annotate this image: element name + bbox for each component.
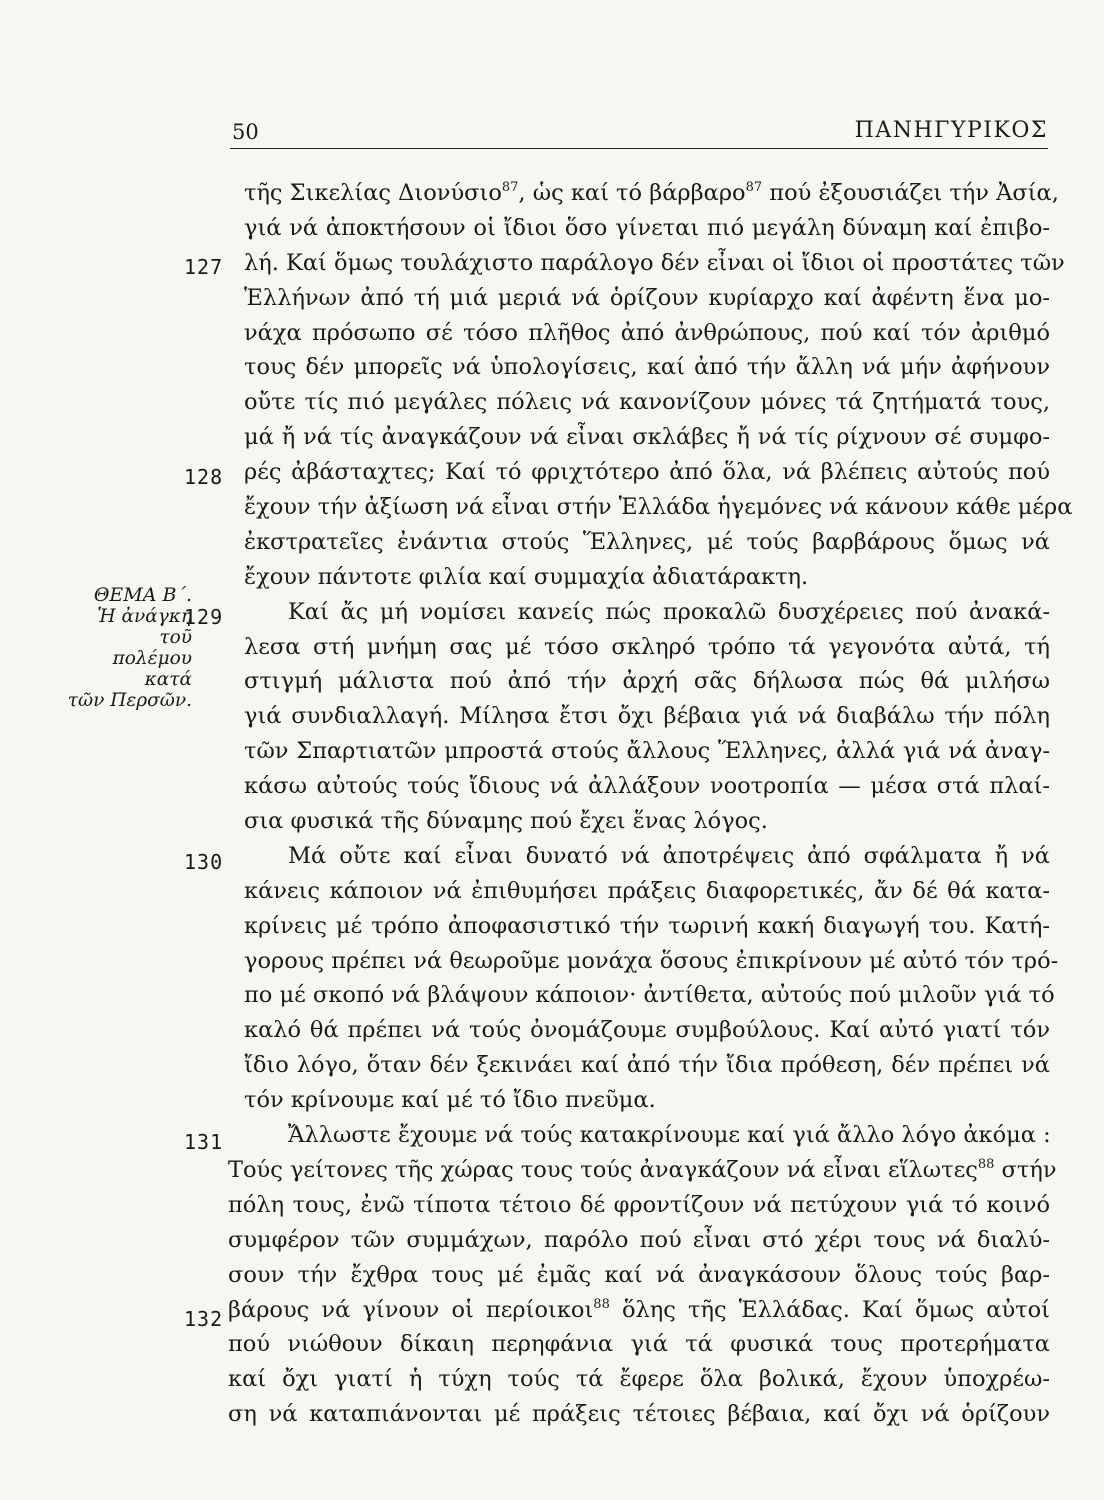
- text-line: ἔχουν τήν ἀξίωση νά εἶναι στήν Ἑλλάδα ἡγεμόνες νά κάνουν κάθε μέρα: [244, 494, 1073, 521]
- text-line: τους δέν μπορεῖς νά ὑπολογίσεις, καί ἀπό τήν ἄλλη νά μήν ἀφήνουν: [244, 354, 1050, 381]
- body-text: [228, 176, 1073, 1432]
- text-line: τόν κρίνουμε καί μέ τό ἴδιο πνεῦμα.: [244, 1087, 656, 1114]
- text-line: ρές ἀβάσταχτες; Καί τό φριχτότερο ἀπό ὅλα, νά βλέπεις αὐτούς πού: [244, 459, 1050, 486]
- text-line: Ἄλλωστε ἔχουμε νά τούς κατακρίνουμε καί γιά ἄλλο λόγο ἀκόμα :: [288, 1122, 1051, 1149]
- text-line: καλό θά πρέπει νά τούς ὀνομάζουμε συμβούλους. Καί αὐτό γιατί τόν: [244, 1017, 1050, 1044]
- text-line: βάρους νά γίνουν οἱ περίοικοι$^{88}$ ὅλης τῆς Ἑλλάδας. Καί ὅμως αὐτοί: [228, 1296, 1050, 1323]
- text-line: μά ἤ νά τίς ἀναγκάζουν νά εἶναι σκλάβες ἤ νά τίς ρίχνουν σέ συμφο-: [244, 424, 1050, 451]
- text-line: σια φυσικά τῆς δύναμης πού ἔχει ἕνας λόγος.: [244, 808, 768, 835]
- section-number: 132: [184, 1307, 224, 1331]
- section-number: 129: [184, 605, 224, 629]
- page-number: 50: [232, 120, 259, 144]
- text-line: λεσα στή μνήμη σας μέ τόσο σκληρό τρόπο τά γεγονότα αὐτά, τή: [244, 633, 1050, 660]
- text-line: Τούς γείτονες τῆς χώρας τους τούς ἀναγκάζουν νά εἶναι εἵλωτες$^{88}$ στήν: [228, 1156, 1057, 1183]
- text-line: πού νιώθουν δίκαιη περηφάνια γιά τά φυσικά τους προτερήματα: [228, 1331, 1050, 1358]
- margin-note-title: ΘΕΜΑ Β΄.: [93, 584, 192, 606]
- margin-note-line: τῶν Περσῶν.: [67, 690, 192, 711]
- text-line: οὔτε τίς πιό μεγάλες πόλεις νά κανονίζουν μόνες τά ζητήματά τους,: [244, 389, 1050, 416]
- text-line: γιά συνδιαλλαγή. Μίλησα ἔτσι ὄχι βέβαια γιά νά διαβάλω τήν πόλη: [244, 703, 1050, 730]
- text-line: ση νά καταπιάνονται μέ πράξεις τέτοιες βέβαια, καί ὄχι νά ὁρίζουν: [228, 1401, 1050, 1428]
- text-line: ἐκστρατεῖες ἐνάντια στούς Ἕλληνες, μέ τούς βαρβάρους ὅμως νά: [244, 528, 1050, 555]
- section-number: 131: [184, 1130, 224, 1154]
- section-number: 127: [184, 255, 224, 279]
- text-line: καί ὄχι γιατί ἡ τύχη τούς τά ἔφερε ὅλα βολικά, ἔχουν ὑποχρέω-: [228, 1366, 1050, 1393]
- text-line: Ἑλλήνων ἀπό τή μιά μεριά νά ὁρίζουν κυρίαρχο καί ἀφέντη ἕνα μο-: [244, 284, 1050, 311]
- text-line: κάνεις κάποιον νά ἐπιθυμήσει πράξεις διαφορετικές, ἄν δέ θά κατα-: [244, 877, 1050, 904]
- text-line: γορους πρέπει νά θεωροῦμε μονάχα ὅσους ἐπικρίνουν μέ αὐτό τόν τρό-: [244, 947, 1059, 974]
- text-line: κρίνεις μέ τρόπο ἀποφασιστικό τήν τωρινή κακή διαγωγή του. Κατή-: [244, 912, 1050, 939]
- text-line: ἴδιο λόγο, ὅταν δέν ξεκινάει καί ἀπό τήν ἴδια πρόθεση, δέν πρέπει νά: [244, 1052, 1050, 1079]
- text-line: Καί ἄς μή νομίσει κανείς πώς προκαλῶ δυσχέρειες πού ἀνακά-: [288, 598, 1050, 625]
- margin-note: [62, 585, 192, 711]
- text-line: Μά οὔτε καί εἶναι δυνατό νά ἀποτρέψεις ἀπό σφάλματα ἤ νά: [288, 842, 1050, 869]
- text-line: τῶν Σπαρτιατῶν μπροστά στούς ἄλλους Ἕλληνες, ἀλλά γιά νά ἀναγ-: [244, 738, 1050, 765]
- page-header: [230, 112, 1048, 149]
- text-line: στιγμή μάλιστα πού ἀπό τήν ἀρχή σᾶς δήλωσα πώς θά μιλήσω: [244, 668, 1050, 695]
- text-line: σουν τήν ἔχθρα τους μέ ἐμᾶς καί νά ἀναγκάσουν ὅλους τούς βαρ-: [228, 1261, 1050, 1288]
- text-line: νάχα πρόσωπο σέ τόσο πλῆθος ἀπό ἀνθρώπους, πού καί τόν ἀριθμό: [244, 319, 1050, 346]
- section-number: 130: [184, 850, 224, 874]
- margin-note-line: πολέμου κατά: [112, 648, 192, 690]
- text-line: πόλη τους, ἐνῶ τίποτα τέτοιο δέ φροντίζουν νά πετύχουν γιά τό κοινό: [228, 1191, 1050, 1218]
- text-line: κάσω αὐτούς τούς ἴδιους νά ἀλλάξουν νοοτροπία — μέσα στά πλαί-: [244, 773, 1050, 800]
- text-line: συμφέρον τῶν συμμάχων, παρόλο πού εἶναι στό χέρι τους νά διαλύ-: [228, 1226, 1050, 1253]
- text-line: πο μέ σκοπό νά βλάψουν κάποιον· ἀντίθετα, αὐτούς πού μιλοῦν γιά τό: [244, 982, 1055, 1009]
- text-line: λή. Καί ὅμως τουλάχιστο παράλογο δέν εἶναι οἱ ἴδιοι οἱ προστάτες τῶν: [244, 249, 1065, 276]
- section-number: 128: [184, 465, 224, 489]
- running-title: ΠΑΝΗΓΥΡΙΚΟΣ: [854, 118, 1048, 143]
- text-line: τῆς Σικελίας Διονύσιο$^{87}$, ὡς καί τό βάρβαρο$^{87}$ πού ἐξουσιάζει τήν Ἀσία,: [244, 180, 1059, 206]
- text-line: γιά νά ἀποκτήσουν οἱ ἴδιοι ὅσο γίνεται πιό μεγάλη δύναμη καί ἐπιβο-: [244, 214, 1050, 241]
- margin-note-line: Ἡ ἀνάγκη τοῦ: [97, 606, 192, 648]
- text-line: ἔχουν πάντοτε φιλία καί συμμαχία ἀδιατάρακτη.: [244, 563, 809, 590]
